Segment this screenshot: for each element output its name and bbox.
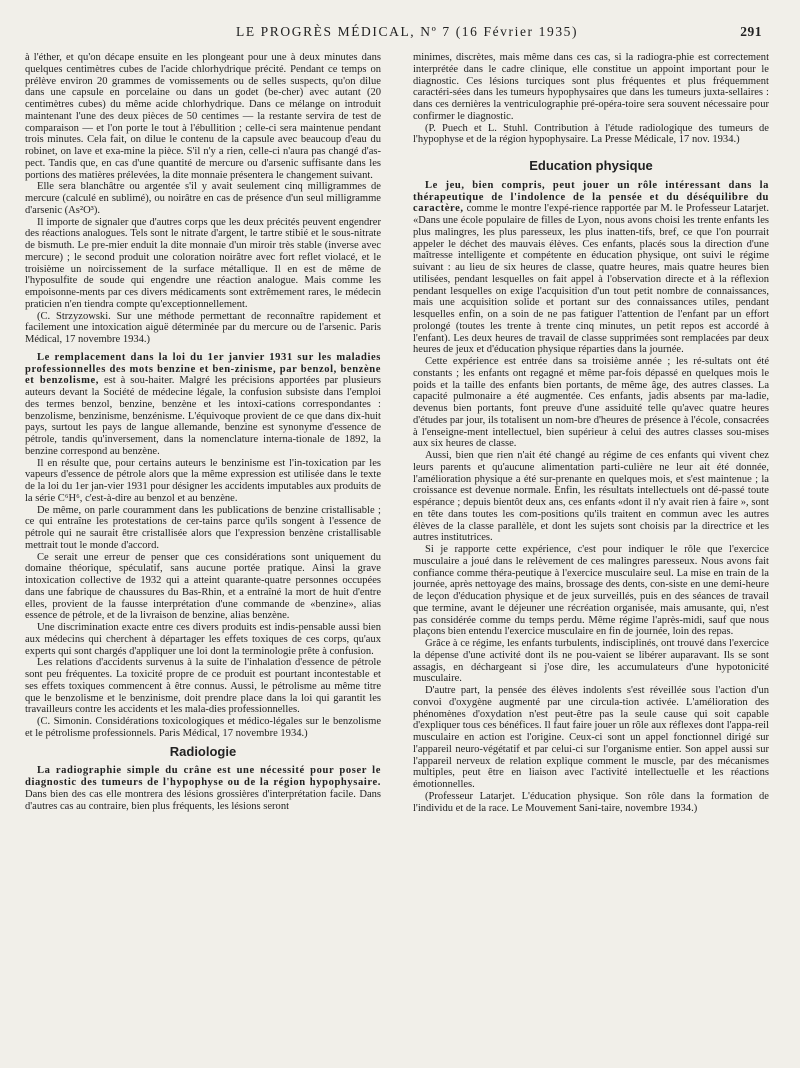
paragraph: Ce serait une erreur de penser que ces considérations sont uniquement du domaine théorique, spéculatif, sans aucune portée pratique. Ainsi la grave intoxication collective de 1932 qui a atteint quarante-quatre personnes occupées dans une fabrique de chaussures du Bas-Rhin, et a entraîné la mort de huit d'entre elles, provient de la fausse interprétation d'une commande de «benzine», alias essence de pétrole, et de la livraison de benzine, alias benzène.: [25, 551, 381, 622]
lead-heading: Le jeu, bien compris, peut jouer un rôle intéressant dans la thérapeutique de l'indolence de la pensée et du déséquilibre du caractère,: [413, 179, 769, 215]
paragraph: Grâce à ce régime, les enfants turbulents, indisciplinés, ont trouvé dans l'exercice la dépense d'une activité dont ils ne pou-vaient se libérer auparavant. Ils se sont assagis, en déchargeant si j'ose dire, les accumulateurs d'une hypotonicité musculaire.: [413, 638, 769, 685]
paragraph: D'autre part, la pensée des élèves indolents s'est réveillée sous l'action d'un convoi d'oxygène augmenté par une circula-tion activée. L'amélioration des phénomènes d'oxydation n'est peut-être pas la seule cause qui soit capable d'expliquer tous ces bénéfices. Il faut faire jouer un rôle aux réflexes dont l'appa-reil musculaire en action est l'origine. Ceux-ci sont un appel fonctionnel dirigé sur l'appareil neuro-végétatif et par celui-ci sur l'organisme entier. Son appel aussi sur l'appareil nerveux de relation explique comment le muscle, par des mécanismes multiples, peut être en liaison avec l'activité intellectuelle et les réactions émotionnelles.: [413, 685, 769, 790]
paragraph: Aussi, bien que rien n'ait été changé au régime de ces enfants qui vivent chez leurs parents et qu'aucune alimentation parti-culière ne leur ait été donnée, l'amélioration physique a été sur-prenante en quelques mois, et s'est maintenue ; la croissance est devenue normale. Enfin, les résultats intellectuels ont dé-passé toute espérance ; depuis bientôt deux ans, ces enfants «dont il n'y avait rien à faire », sont en tête dans toutes les com-positions qu'ils traitent en commun avec les autres élèves de la classe parallèle, et dont les sujets sont choisis par la directrice et les autres institutrices.: [413, 450, 769, 544]
paragraph: Si je rapporte cette expérience, c'est pour indiquer le rôle que l'exercice musculaire a joué dans le relèvement de ces malingres paresseux. Nous avons fait confiance comme théra-peutique à l'exercice musculaire seul. La mise en train de la journée, après nettoyage des mains, brossage des dents, con-siste en une demi-heure de leçon d'éducation physique et de jeux surveillés, puis en des séances de travail que termine, avant le déjeuner une récréation organisée, mais amusante, qui, n'est pas considérée comme du temps perdu. Même régime l'après-midi, sauf que nous plaçons bien entendu l'exercice musculaire en fin de journée, loin des repas.: [413, 544, 769, 638]
page-number: 291: [740, 24, 762, 39]
paragraph: minimes, discrètes, mais même dans ces cas, si la radiogra-phie est correctement interprétée dans le cadre clinique, elle constitue un appoint important pour le diagnostic. Ces lésions turciques sont plus fréquentes et plus fréquemment caractéri-sées dans les tumeurs hypophysaires que dans les tumeurs juxta-sellaires : dans ces dernières la ventriculographie pré-opéra-toire sera souvent nécessaire pour confirmer le diagnostic.: [413, 52, 769, 122]
paragraph: De même, on parle couramment dans les publications de benzine cristallisable ; ce qui entraîne les protestations de cer-tains parce qu'ils songent à l'essence de pétrole qui ne saurait être cristallisée alors que l'expression benzène cristallisable mettrait tout le monde d'accord.: [25, 504, 381, 551]
paragraph: Il en résulte que, pour certains auteurs le benzinisme est l'in-toxication par les vapeurs d'essence de pétrole alors que la même expression est utilisée dans le texte de la loi du 1er jan-vier 1931 pour désigner les accidents imputables aux produits de la série C⁶H⁶, c'est-à-dire au benzol et au benzène.: [25, 457, 381, 504]
paragraph: Une discrimination exacte entre ces divers produits est indis-pensable aussi bien aux médecins qui cherchent à départager les effets toxiques de ces corps, qu'aux experts qui sont chargés d'appliquer une loi dont la terminologie prête à confusion.: [25, 622, 381, 657]
citation: (C. Simonin. Considérations toxicologiques et médico-légales sur le benzolisme et le pétrolisme professionnels. Paris Médical, 17 novembre 1934.): [25, 716, 381, 739]
article-lead-benzol: [25, 352, 381, 458]
lead-body: est à sou-haiter. Malgré les précisions apportées par plusieurs auteurs devant la Société de médecine légale, la confusion subsiste dans l'emploi des termes benzol, benzine, benzène et les intoxi-cations correspondantes : benzolisme, benzinisme, benzénisme. L'équivoque provient de ce que dans dix-huit pays, surtout les pays de langue allemande, benzine est synonyme d'essence de pétrole, tandis qu'inversement, dans la nomenclature interna-tionale de 1892, la benzine correspond au benzène.: [25, 375, 381, 457]
citation: (P. Puech et L. Stuhl. Contribution à l'étude radiologique des tumeurs de l'hypophyse et de la région hypophysaire. La Presse Médicale, 17 nov. 1934.): [413, 122, 769, 146]
lead-heading: La radiographie simple du crâne est une nécessité pour poser le diagnostic des tumeurs de l'hypophyse ou de la région hypophysaire.: [25, 765, 381, 788]
section-title-education: Education physique: [529, 158, 653, 173]
article-lead-radiographie: [25, 765, 381, 812]
left-column: [25, 52, 381, 1057]
paragraph: Elle sera blanchâtre ou argentée s'il y avait seulement cinq milligrammes de mercure (calculé en sublimé), ou noirâtre en cas de présence d'un seul milligramme d'arsenic (As²O³).: [25, 181, 381, 216]
lead-body: Dans bien des cas elle montrera des lésions grossières d'interprétation facile. Dans d'autres cas au contraire, bien plus fréquents, les lésions seront: [25, 788, 381, 812]
paragraph: Cette expérience est entrée dans sa troisième année ; les ré-sultats ont été constants ; les enfants ont regagné et même par-fois dépassé en quelques mois le poids et la taille des enfants bien portants, de même âge, des autres classes. La capacité pulmonaire a été augmentée. Ces enfants, jadis absents par ma-ladie, devenus bien portants, font preuve d'une assiduité telle qu'avec quatre heures d'études par jour, ils totalisent un nom-bre d'heures de présence à l'école, consacrées à l'enseigne-ment intellectuel, bien supérieur à celui des autres classes sou-mises aux six heures de classe.: [413, 356, 769, 450]
page-header: [0, 24, 800, 44]
running-title: LE PROGRÈS MÉDICAL, Nº 7 (16 Février 1935): [236, 24, 579, 39]
paragraph: Il importe de signaler que d'autres corps que les deux précités peuvent engendrer des réactions analogues. Tels sont le nitrate d'argent, le tartre stibié et le sous-nitrate de bismuth. Le pre-mier enduit la dite monnaie d'un miroir très stable (inverse avec mercure) ; le second produit une coloration noirâtre avec fort reflet violacé, et le troisième un noircissement de la surface métallique. Il en est de même de l'hyposulfite de soude qui engendre une réaction analogue. Mais comme les empoisonne-ments par ces divers médicaments sont extrêmement rares, le médecin praticien n'en tiendra compte qu'exceptionnellement.: [25, 216, 381, 310]
article-lead-jeu: [413, 180, 769, 356]
citation: (Professeur Latarjet. L'éducation physique. Son rôle dans la formation de l'individu et de la race. Le Mouvement Sani-taire, novembre 1934.): [413, 790, 769, 814]
lead-body: comme le montre l'expé-rience rapportée par M. le Professeur Latarjet. «Dans une école populaire de filles de Lyon, nous avons choisi les trente enfants les plus malingres, les plus paresseux, les plus inatten-tifs, bref, ce que l'on pourrait appeler le déchet des mauvais élèves. Ces enfants, placés sous la direction d'une maîtresse intelligente et compétente en éducation physique, ont suivi le régime suivant : au lieu de six heures de classe, quatre heures, mais quatre heures bien utilisées, pendant lesquelles on fait appel à l'observation directe et à la réflexion pendant lesquelles on exige l'acquisition d'un tout petit nombre de connaissances, mais une acquisition solide et portant sur des connaissances utiles, pendant lesquelles enfin, on a soin de ne pas fatiguer l'attention de l'enfant par un effort prolongé (toutes les trente à trente cinq minutes, un petit repos est accordé à l'enfant). Les deux heures de travail de classe supprimées sont remplacées par deux heures de jeux et d'éducation physique réparties dans la journée.: [413, 203, 769, 356]
citation: (C. Strzyzowski. Sur une méthode permettant de reconnaître rapidement et facilement une intoxication aiguë déterminée par du mercure ou de l'arsenic. Paris Médical, 17 novembre 1934.): [25, 310, 381, 345]
paragraph: Les relations d'accidents survenus à la suite de l'inhalation d'essence de pétrole sont peu fréquentes. La toxicité propre de ce produit est pourtant incontestable et ses effets toxiques commencent à être connus. Aussi, le pétrolisme au même titre que le benzolisme et le benzinisme, doit prendre place dans la loi qui garantit les travailleurs contre les accidents et les mala-dies professionnelles.: [25, 657, 381, 716]
lead-heading: Le remplacement dans la loi du 1er janvier 1931 sur les maladies professionnelles des mots benzine et ben-zinisme, par benzol, benzène et benzolisme,: [25, 351, 381, 387]
section-title-radiologie: Radiologie: [169, 743, 237, 759]
paragraph: à l'éther, et qu'on décape ensuite en les plongeant pour une à deux minutes dans quelques centimètres cubes de l'acide chlorhydrique précité. Pendant ce temps on prélève environ 20 grammes de vomissements ou de selles suspects, qu'on dilue dans une capsule en porcelaine ou dans un godet (be-cher) avec autant (20 centimètres cubes) du même acide chlorhydrique. Dans ce mélange on introduit maintenant l'une des deux pièces de 50 centimes — la restante servira de test de comparaison — et l'on porte le tout à l'ébullition ; celle-ci sera maintenue pendant trois minutes. Cela fait, on dilue le contenu de la capsule avec beaucoup d'eau du robinet, on lave et exa-mine la pièce. S'il n'y a rien, celle-ci n'aura pas changé d'as-pect. Tandis que, en cas d'une quantité de mercure ou d'arsenic suffisante dans les portions des matières prélevées, la dite monnaie présentera le changement suivant.: [25, 52, 381, 181]
right-column: [413, 52, 769, 1057]
